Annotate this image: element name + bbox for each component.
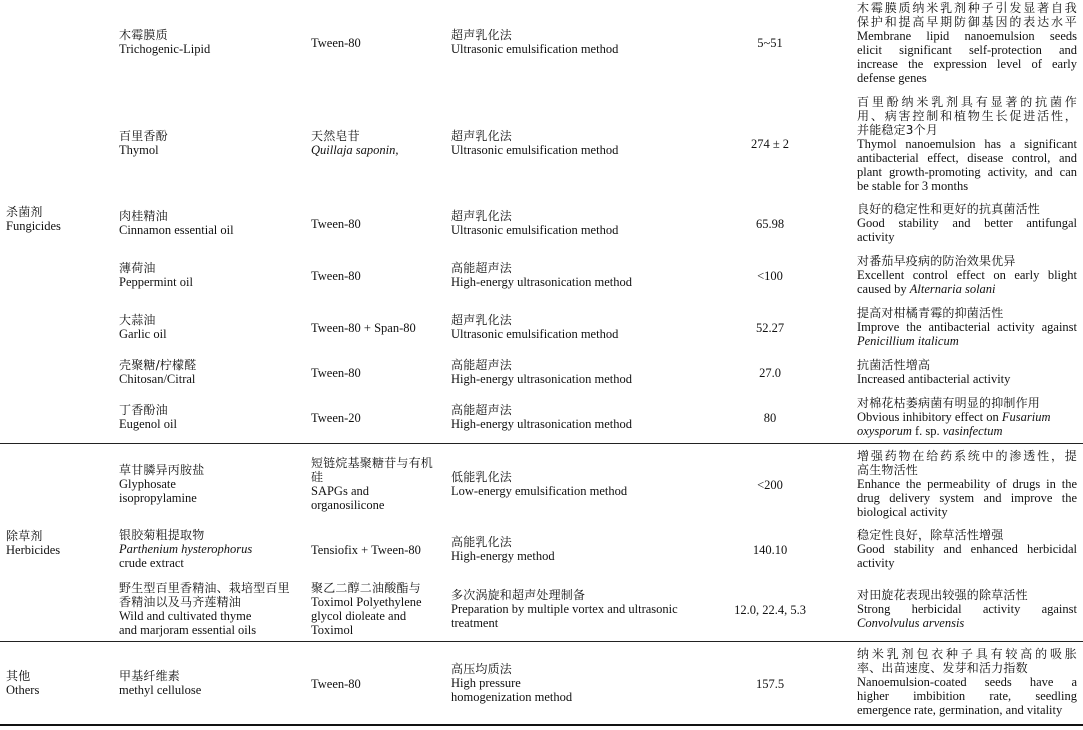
ingredient-en: isopropylamine	[119, 491, 197, 505]
method-cell	[451, 662, 572, 704]
effect-line: 百里酚纳米乳剂具有显著的抗菌作	[857, 95, 1077, 109]
method-cell	[451, 535, 555, 563]
surfactant-cell: Tween-80 + Span-80	[311, 321, 416, 335]
surfactant-zh: 天然皂苷	[311, 129, 360, 143]
surfactant-cell: Tween-80	[311, 36, 361, 50]
effect-line: emergence rate, germination, and vitality	[857, 703, 1063, 717]
category-zh: 除草剂	[6, 529, 43, 543]
method-cell	[451, 358, 632, 386]
method-en: Preparation by multiple vortex and ultrasonic	[451, 602, 678, 616]
surfactant-en: glycol dioleate and	[311, 609, 407, 623]
surfactant-cell: Tensiofix + Tween-80	[311, 543, 421, 557]
ingredient-en: Wild and cultivated thyme	[119, 609, 252, 623]
method-cell	[451, 28, 618, 56]
method-zh: 高能超声法	[451, 403, 513, 417]
ingredient-species: Parthenium hysterophorus	[119, 542, 253, 556]
ingredient-cell	[119, 358, 196, 386]
effect-line: 对田旋花表现出较强的除草活性	[857, 588, 1028, 602]
effect-line: Improve the antibacterial activity against	[857, 320, 1077, 334]
method-zh: 高能超声法	[451, 261, 513, 275]
method-en: homogenization method	[451, 690, 573, 704]
effect-line: Thymol nanoemulsion has a significant	[857, 137, 1077, 151]
effect-line: 对番茄早疫病的防治效果优异	[857, 254, 1016, 268]
surfactant-zh: 短链烷基聚糖苷与有机	[311, 456, 434, 470]
effect-line: Membrane lipid nanoemulsion seeds	[857, 29, 1077, 43]
effect-line: 高生物活性	[857, 463, 919, 477]
ingredient-en: Glyphosate	[119, 477, 176, 491]
ingredient-cell	[119, 28, 210, 56]
effect-line: Enhance the permeability of drugs in the	[857, 477, 1077, 491]
effect-line: Nanoemulsion-coated seeds have a	[857, 675, 1077, 689]
effect-line: Good stability and enhanced herbicidal	[857, 542, 1077, 556]
ingredient-en: methyl cellulose	[119, 683, 202, 697]
surfactant-cell	[311, 129, 399, 157]
method-zh: 高能乳化法	[451, 535, 513, 549]
effect-line: 抗菌活性增高	[857, 358, 931, 372]
ingredient-cell	[119, 581, 290, 637]
surfactant-cell: Tween-80	[311, 366, 361, 380]
effect-species: Fusarium	[1001, 410, 1051, 424]
effect-cell	[857, 202, 1077, 244]
ingredient-en: Thymol	[119, 143, 159, 157]
size-cell: 80	[763, 411, 777, 425]
effect-cell	[857, 95, 1077, 193]
effect-line: 率、出苗速度、发芽和活力指数	[857, 661, 1028, 675]
ingredient-cell	[119, 129, 168, 157]
ingredient-en: Garlic oil	[119, 327, 167, 341]
ingredient-cell	[119, 261, 193, 289]
method-en: Ultrasonic emulsification method	[451, 327, 619, 341]
effect-line: drug delivery system and improve the	[857, 491, 1077, 505]
size-cell: 274 ± 2	[750, 137, 790, 151]
effect-line: Increased antibacterial activity	[857, 372, 1011, 386]
ingredient-zh: 香精油以及马齐莲精油	[119, 595, 242, 609]
surfactant-zh: 聚乙二醇二油酸酯与	[311, 581, 421, 595]
effect-line: activity	[857, 230, 895, 244]
category-zh: 杀菌剂	[6, 205, 43, 219]
ingredient-cell	[119, 528, 252, 570]
surfactant-cell: Tween-80	[311, 677, 361, 691]
method-zh: 高能超声法	[451, 358, 513, 372]
effect-cell	[857, 396, 1077, 438]
effect-cell	[857, 449, 1077, 519]
size-cell: 5~51	[757, 36, 783, 50]
surfactant-zh: 硅	[311, 470, 324, 484]
size-cell: <200	[757, 478, 783, 492]
category-label	[6, 529, 60, 557]
method-en: High-energy ultrasonication method	[451, 275, 632, 289]
effect-line: 良好的稳定性和更好的抗真菌活性	[857, 202, 1041, 216]
surfactant-cell: Tween-20	[311, 411, 361, 425]
ingredient-zh: 甲基纤维素	[119, 669, 181, 683]
surfactant-cell	[311, 456, 433, 512]
method-cell	[451, 588, 678, 630]
method-cell	[451, 209, 618, 237]
category-label	[6, 669, 39, 697]
method-zh: 低能乳化法	[451, 470, 513, 484]
ingredient-zh: 丁香酚油	[119, 403, 168, 417]
ingredient-zh: 野生型百里香精油、栽培型百里	[119, 581, 290, 595]
effect-species: Alternaria solani	[909, 282, 996, 296]
effect-line: 稳定性良好，除草活性增强	[857, 528, 1004, 542]
method-zh: 超声乳化法	[451, 28, 513, 42]
ingredient-zh: 肉桂精油	[119, 209, 168, 223]
surfactant-en: Toximol	[311, 623, 354, 637]
effect-line: 增强药物在给药系统中的渗透性，提	[857, 449, 1077, 463]
method-en: High-energy ultrasonication method	[451, 372, 632, 386]
category-en: Fungicides	[6, 219, 61, 233]
ingredient-cell	[119, 313, 167, 341]
method-en: High-energy method	[451, 549, 555, 563]
method-zh: 高压均质法	[451, 662, 513, 676]
effect-line: 木霉膜质纳米乳剂种子引发显著自我	[857, 1, 1077, 15]
effect-line: 对棉花枯萎病菌有明显的抑制作用	[857, 396, 1041, 410]
method-en: High-energy ultrasonication method	[451, 417, 632, 431]
surfactant-cell: Tween-80	[311, 269, 361, 283]
effect-cell	[857, 528, 1077, 570]
category-label	[6, 205, 61, 233]
ingredient-en: Chitosan/Citral	[119, 372, 196, 386]
category-en: Others	[6, 683, 40, 697]
ingredient-cell	[119, 403, 177, 431]
ingredient-zh: 木霉膜质	[119, 28, 168, 42]
size-cell: 52.27	[755, 321, 785, 335]
effect-species: Convolvulus arvensis	[857, 616, 965, 630]
ingredient-zh: 草甘膦异丙胺盐	[119, 463, 205, 477]
method-cell	[451, 261, 632, 289]
method-en: treatment	[451, 616, 499, 630]
effect-line: 纳米乳剂包衣种子具有较高的吸胀	[857, 647, 1077, 661]
method-en: Ultrasonic emulsification method	[451, 143, 619, 157]
effect-line: be stable for 3 months	[857, 179, 969, 193]
method-zh: 多次涡旋和超声处理制备	[451, 588, 586, 602]
effect-line: elicit significant self-protection and	[857, 43, 1077, 57]
ingredient-zh: 薄荷油	[119, 261, 156, 275]
method-en: Ultrasonic emulsification method	[451, 223, 619, 237]
method-en: Low-energy emulsification method	[451, 484, 628, 498]
method-zh: 超声乳化法	[451, 129, 513, 143]
ingredient-en: Cinnamon essential oil	[119, 223, 234, 237]
size-cell: <100	[757, 269, 783, 283]
surfactant-en: Toximol Polyethylene	[311, 595, 422, 609]
method-en: High pressure	[451, 676, 521, 690]
effect-line: 保护和提高早期防御基因的表达水平	[857, 15, 1077, 29]
category-en: Herbicides	[6, 543, 61, 557]
ingredient-en: Eugenol oil	[119, 417, 177, 431]
effect-cell	[857, 254, 1077, 296]
effect-line: defense genes	[857, 71, 927, 85]
effect-line: higher imbibition rate, seedling	[857, 689, 1077, 703]
method-cell	[451, 313, 618, 341]
ingredient-zh: 银胶菊粗提取物	[119, 528, 205, 542]
effect-line: 用、病害控制和植物生长促进活性，	[857, 109, 1077, 123]
method-en: Ultrasonic emulsification method	[451, 42, 619, 56]
effect-line: activity	[857, 556, 895, 570]
effect-cell	[857, 358, 1077, 386]
ingredient-zh: 大蒜油	[119, 313, 156, 327]
size-cell: 27.0	[759, 366, 781, 380]
group-divider	[0, 641, 1083, 642]
category-zh: 其他	[6, 669, 31, 683]
size-cell: 65.98	[755, 217, 785, 231]
method-zh: 超声乳化法	[451, 209, 513, 223]
method-cell	[451, 129, 618, 157]
method-cell	[451, 403, 632, 431]
ingredient-zh: 百里香酚	[119, 129, 168, 143]
effect-line: 并能稳定3个月	[857, 123, 939, 137]
size-cell: 157.5	[755, 677, 785, 691]
effect-line: Good stability and better antifungal	[857, 216, 1077, 230]
effect-line: 提高对柑橘青霉的抑菌活性	[857, 306, 1004, 320]
effect-cell	[857, 1, 1077, 85]
effect-cell	[857, 588, 1077, 630]
surfactant-en: SAPGs and	[311, 484, 369, 498]
effect-line: Strong herbicidal activity against	[857, 602, 1077, 616]
surfactant-cell	[311, 581, 422, 637]
effect-cell	[857, 306, 1077, 348]
group-divider	[0, 443, 1083, 444]
effect-species: oxysporum	[857, 424, 912, 438]
ingredient-cell	[119, 209, 234, 237]
method-cell	[451, 470, 627, 498]
effect-species: vasinfectum	[942, 424, 1003, 438]
effect-line: biological activity	[857, 505, 948, 519]
effect-text: caused by	[857, 282, 910, 296]
effect-cell	[857, 647, 1077, 717]
surfactant-cell: Tween-80	[311, 217, 361, 231]
ingredient-en: and marjoram essential oils	[119, 623, 257, 637]
effect-line: antibacterial effect, disease control, and	[857, 151, 1077, 165]
effect-text: f. sp.	[911, 424, 943, 438]
size-cell: 140.10	[752, 543, 788, 557]
table-bottom-rule	[0, 724, 1083, 726]
ingredient-zh: 壳聚糖/柠檬醛	[119, 358, 197, 372]
ingredient-en: Trichogenic-Lipid	[119, 42, 211, 56]
effect-line: increase the expression level of early	[857, 57, 1077, 71]
effect-line: Excellent control effect on early blight	[857, 268, 1077, 282]
effect-line: plant growth-promoting activity, and can	[857, 165, 1077, 179]
ingredient-en: Peppermint oil	[119, 275, 193, 289]
size-cell: 12.0, 22.4, 5.3	[734, 603, 806, 617]
surfactant-en: organosilicone	[311, 498, 385, 512]
ingredient-cell	[119, 669, 201, 697]
ingredient-cell	[119, 463, 204, 505]
effect-text: Obvious inhibitory effect on	[857, 410, 1002, 424]
method-zh: 超声乳化法	[451, 313, 513, 327]
ingredient-en: crude extract	[119, 556, 184, 570]
surfactant-en: Quillaja saponin,	[311, 143, 399, 157]
effect-species: Penicillium italicum	[857, 334, 959, 348]
